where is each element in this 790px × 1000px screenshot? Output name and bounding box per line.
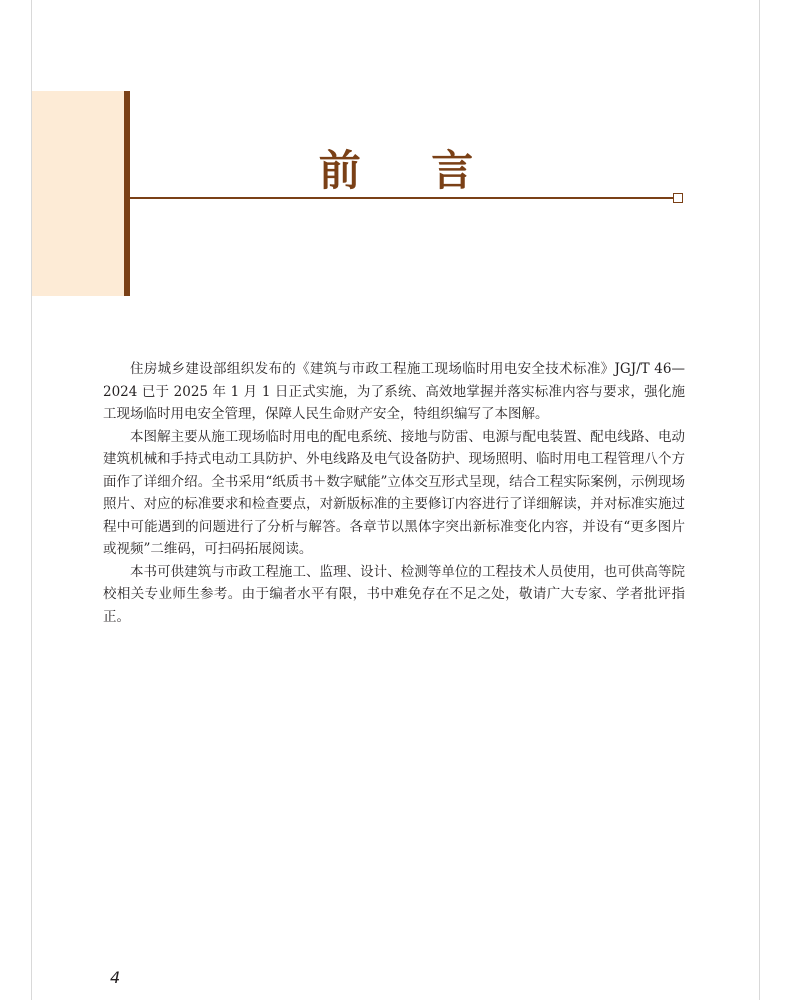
paragraph-3: 本书可供建筑与市政工程施工、监理、设计、检测等单位的工程技术人员使用，也可供高等院校相关专业师生参考。由于编者水平有限，书中难免存在不足之处，敬请广大专家、学者批评指正。: [103, 563, 685, 625]
page-title: 前 言: [318, 146, 502, 195]
page-number: 4: [110, 968, 121, 987]
preface-body: [103, 358, 685, 628]
title-decor-block: [32, 91, 124, 296]
paragraph-1: 住房城乡建设部组织发布的《建筑与市政工程施工现场临时用电安全技术标准》JGJ/T 46—2024 已于 2025 年 1 月 1 日正式实施，为了系统、高效地掌握并落实标准内容与要求，强化施工现场临时用电安全管理，保障人民生命财产安全，特组织编写了本图解。: [103, 361, 685, 422]
paragraph-2: 本图解主要从施工现场临时用电的配电系统、接地与防雷、电源与配电装置、配电线路、电动建筑机械和手持式电动工具防护、外电线路及电气设备防护、现场照明、临时用电工程管理八个方面作了详细介绍。全书采用“纸质书＋数字赋能”立体交互形式呈现，结合工程实际案例，示例现场照片、对应的标准要求和检查要点，对新版标准的主要修订内容进行了详细解读，并对标准实施过程中可能遇到的问题进行了分析与解答。各章节以黑体字突出新标准变化内容，并设有“更多图片或视频”二维码，可扫码拓展阅读。: [103, 428, 685, 557]
title-rule-end-square: [673, 193, 683, 203]
page-edge-right: [759, 0, 760, 1000]
title-decor-bar: [124, 91, 130, 296]
